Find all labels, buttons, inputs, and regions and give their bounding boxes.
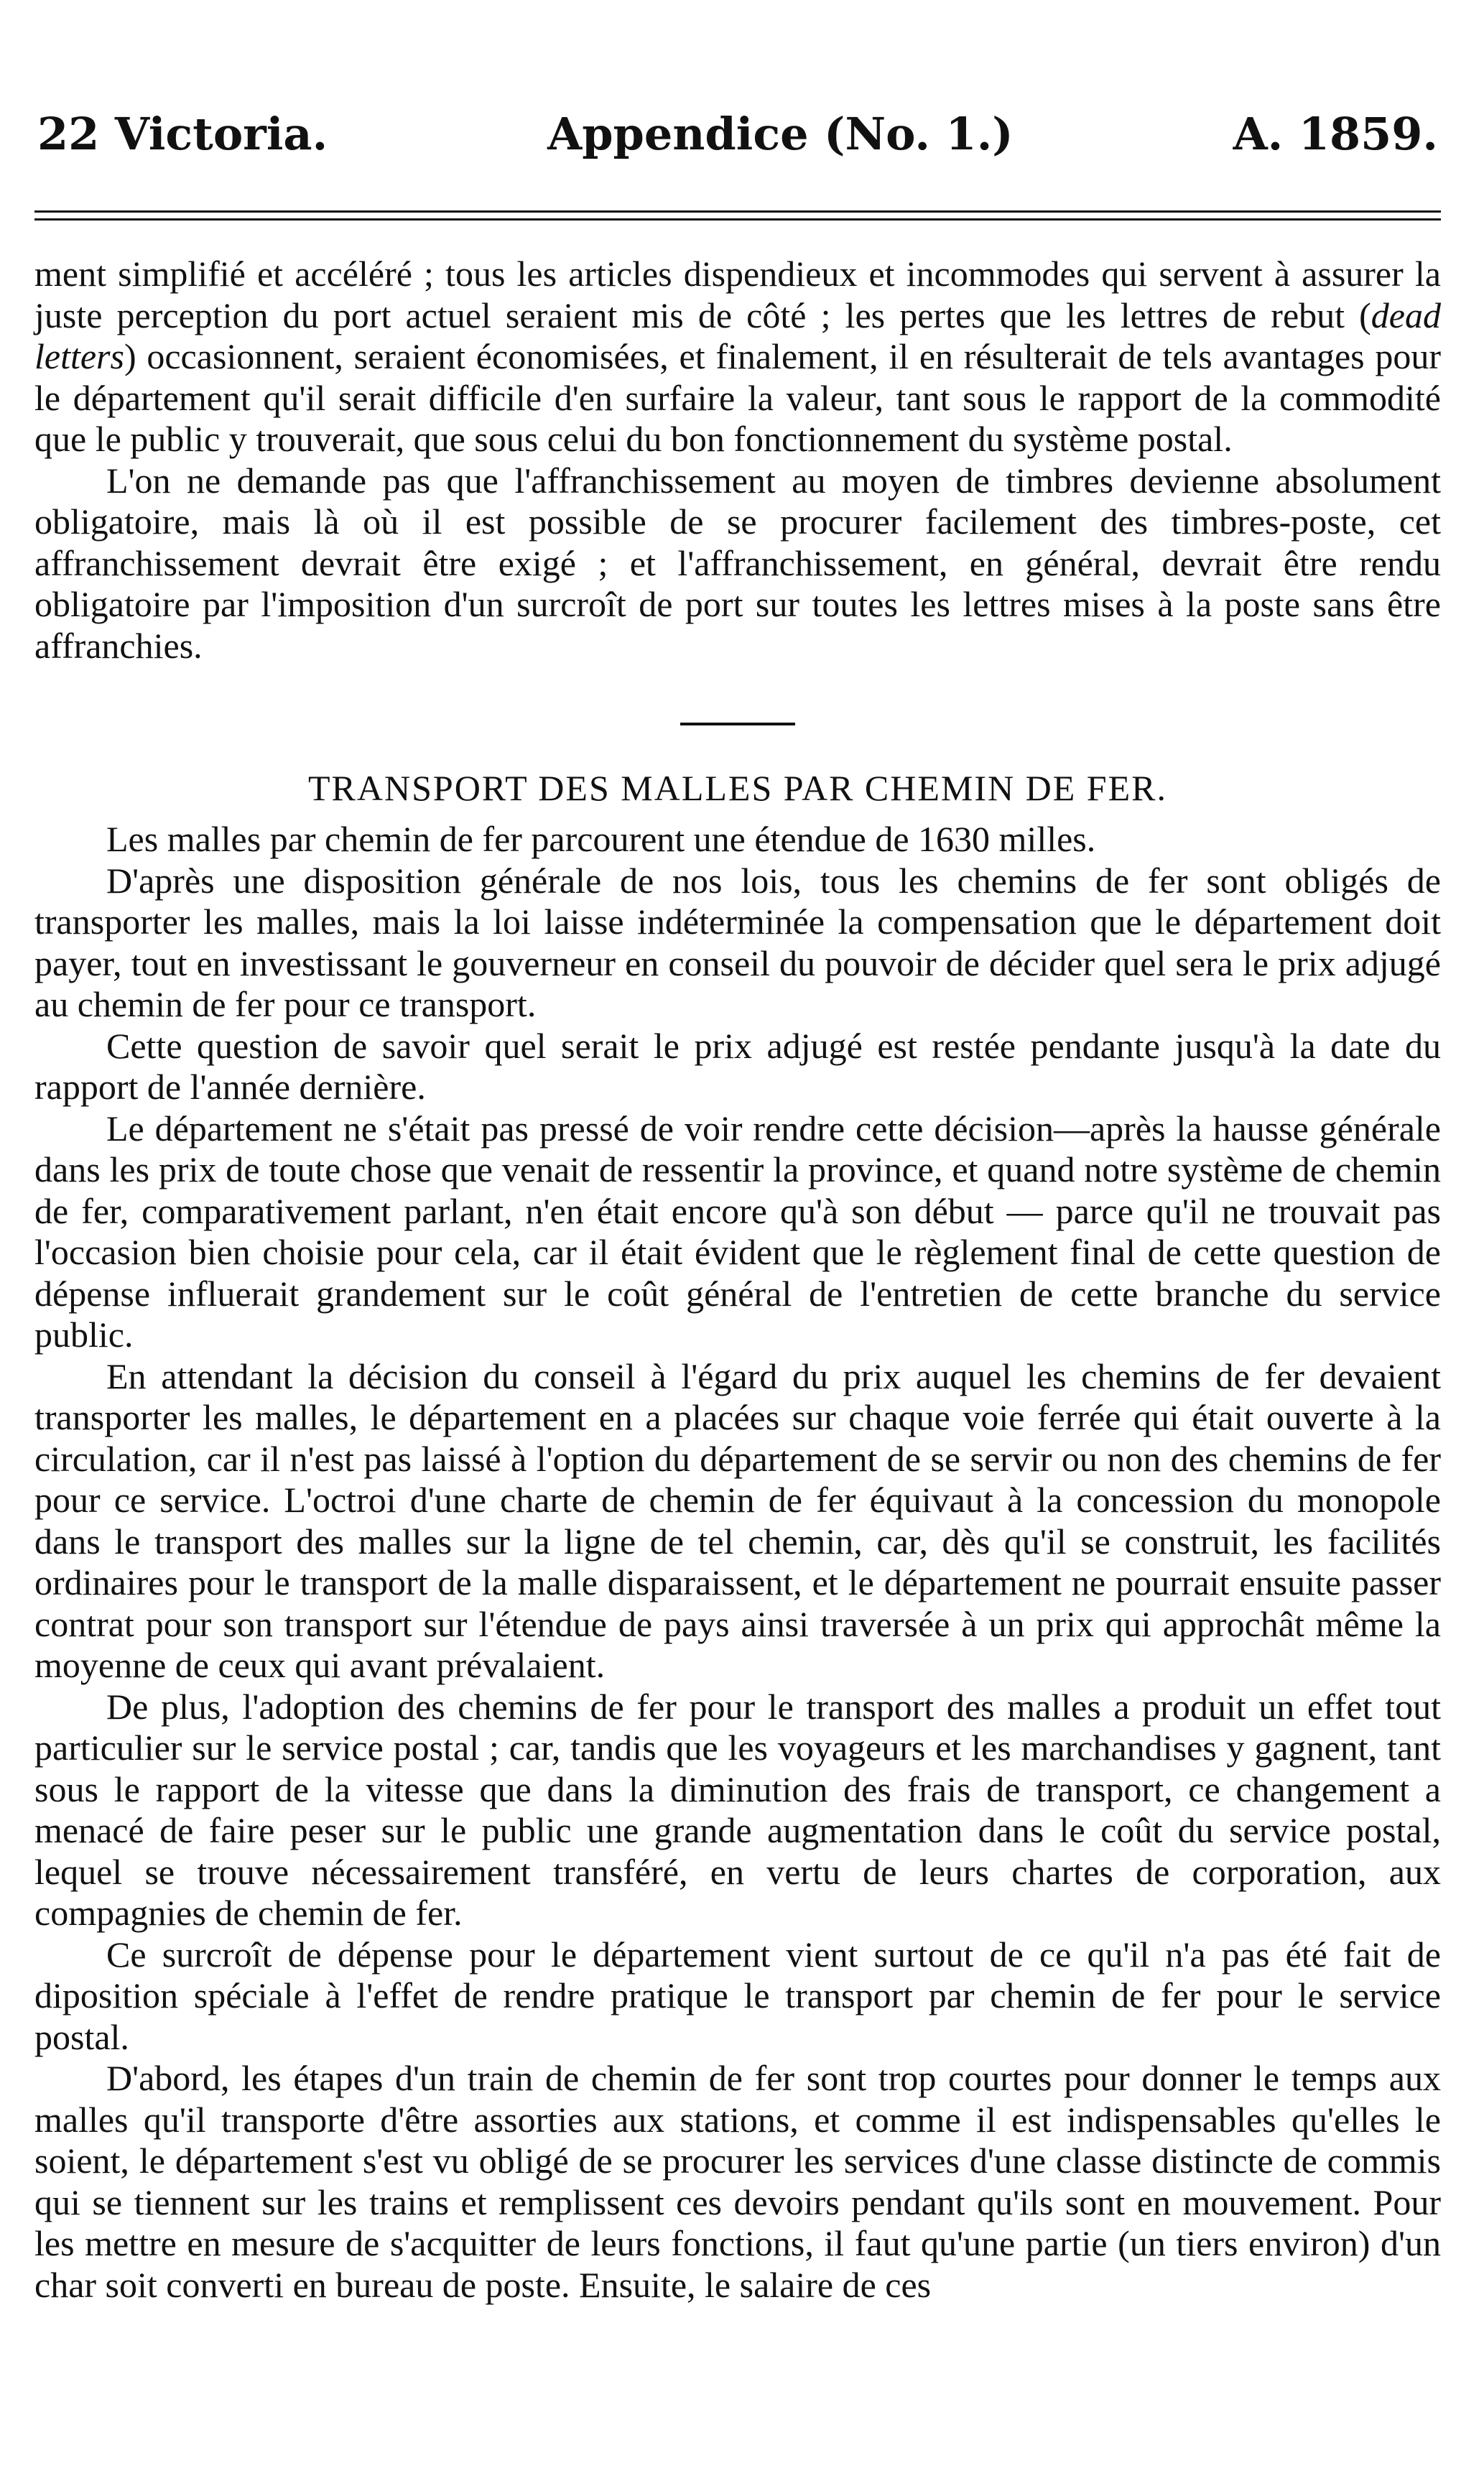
section-paragraph: Ce surcroît de dépense pour le département vient surtout de ce qu'il n'a pas été fait de diposition spéciale à l'effet de rendre pratique le transport par chemin de fer pour le service postal.: [34, 1934, 1441, 2057]
intro-p1-part-b: ) occasionnent, seraient économisées, et finalement, il en résulterait de tels avantages pour le département qu'il serait difficile d'en surfaire la valeur, tant sous le rapport de la commodité que le public y trouverait, que sous celui du bon fonctionnement du système postal.: [34, 336, 1441, 459]
intro-paragraph-2: L'on ne demande pas que l'affranchissement au moyen de timbres devienne absolument obligatoire, mais là où il est possible de se procurer facilement des timbres-poste, cet affranchissement devrait être exigé ; et l'affranchissement, en général, devrait être rendu obligatoire par l'imposition d'un surcroît de port sur toutes les lettres mises à la poste sans être affranchies.: [34, 460, 1441, 666]
header-double-rule: [34, 210, 1441, 221]
section-paragraph: Le département ne s'était pas pressé de voir rendre cette décision—après la hausse générale dans les prix de toute chose que venait de ressentir la province, et quand notre système de chemin de fer, comparativement parlant, n'en était encore qu'à son début — parce qu'il ne trouvait pas l'occasion bien choisie pour cela, car il était évident que le règlement final de cette question de dépense influerait grandement sur le coût général de l'entretien de cette branche du service public.: [34, 1108, 1441, 1355]
header-rule-bottom: [34, 218, 1441, 221]
section-title: TRANSPORT DES MALLES PAR CHEMIN DE FER.: [307, 768, 1168, 808]
page-header: [34, 108, 1441, 160]
section-paragraph: D'abord, les étapes d'un train de chemin de fer sont trop courtes pour donner le temps aux malles qu'il transporte d'être assorties aux stations, et comme il est indispensables qu'elles le soient, le département s'est vu obligé de se procurer les services d'une classe distincte de commis qui se tiennent sur les trains et remplissent ces devoirs pendant qu'ils sont en mouvement. Pour les mettre en mesure de s'acquitter de leurs fonctions, il faut qu'une partie (un tiers environ) d'un char soit converti en bureau de poste. Ensuite, le salaire de ces: [34, 2058, 1441, 2305]
intro-p1-italic: dead letters: [34, 294, 1441, 376]
header-year: A. 1859.: [1233, 108, 1438, 160]
section-paragraph: Cette question de savoir quel serait le prix adjugé est restée pendante jusqu'à la date du rapport de l'année dernière.: [34, 1025, 1441, 1107]
section-paragraph: Les malles par chemin de fer parcourent une étendue de 1630 milles.: [106, 819, 1096, 859]
intro-paragraph-1: [34, 254, 1441, 460]
section-paragraph: De plus, l'adoption des chemins de fer pour le transport des malles a produit un effet tout particulier sur le service postal ; car, tandis que les voyageurs et les marchandises y gagnent, tant sous le rapport de la vitesse que dans la diminution des frais de transport, ce changement a menacé de faire peser sur le public une grande augmentation dans le coût du service postal, lequel se trouve nécessairement transféré, en vertu de leurs chartes de corporation, aux compagnies de chemin de fer.: [34, 1686, 1441, 1933]
section-text: [34, 819, 1441, 2306]
intro-text: [34, 254, 1441, 667]
section-paragraph: D'après une disposition générale de nos lois, tous les chemins de fer sont obligés de transporter les malles, mais la loi laisse indéterminée la compensation que le département doit payer, tout en investissant le gouverneur en conseil du pouvoir de décider quel sera le prix adjugé au chemin de fer pour ce transport.: [34, 860, 1441, 1024]
header-appendix: Appendice (No. 1.): [547, 108, 1014, 160]
header-session: 22 Victoria.: [37, 108, 328, 160]
header-rule-top: [34, 210, 1441, 213]
intro-p1-part-a: ment simplifié et accéléré ; tous les articles dispendieux et incommodes qui servent à assurer la juste perception du port actuel seraient mis de côté ; les pertes que les lettres de rebut (: [34, 254, 1441, 335]
section-paragraph: En attendant la décision du conseil à l'égard du prix auquel les chemins de fer devaient transporter les malles, le département en a placées sur chaque voie ferrée qui était ouverte à la circulation, car il n'est pas laissé à l'option du département de se servir ou non des chemins de fer pour ce service. L'octroi d'une charte de chemin de fer équivaut à la concession du monopole dans le transport des malles sur la ligne de tel chemin, car, dès qu'il se construit, les facilités ordinaires pour le transport de la malle disparaissent, et le département ne pourrait ensuite passer contrat pour son transport sur l'étendue de pays ainsi traversée à un prix qui approchât même la moyenne de ceux qui avant prévalaient.: [34, 1355, 1441, 1685]
section-divider: [680, 723, 795, 725]
